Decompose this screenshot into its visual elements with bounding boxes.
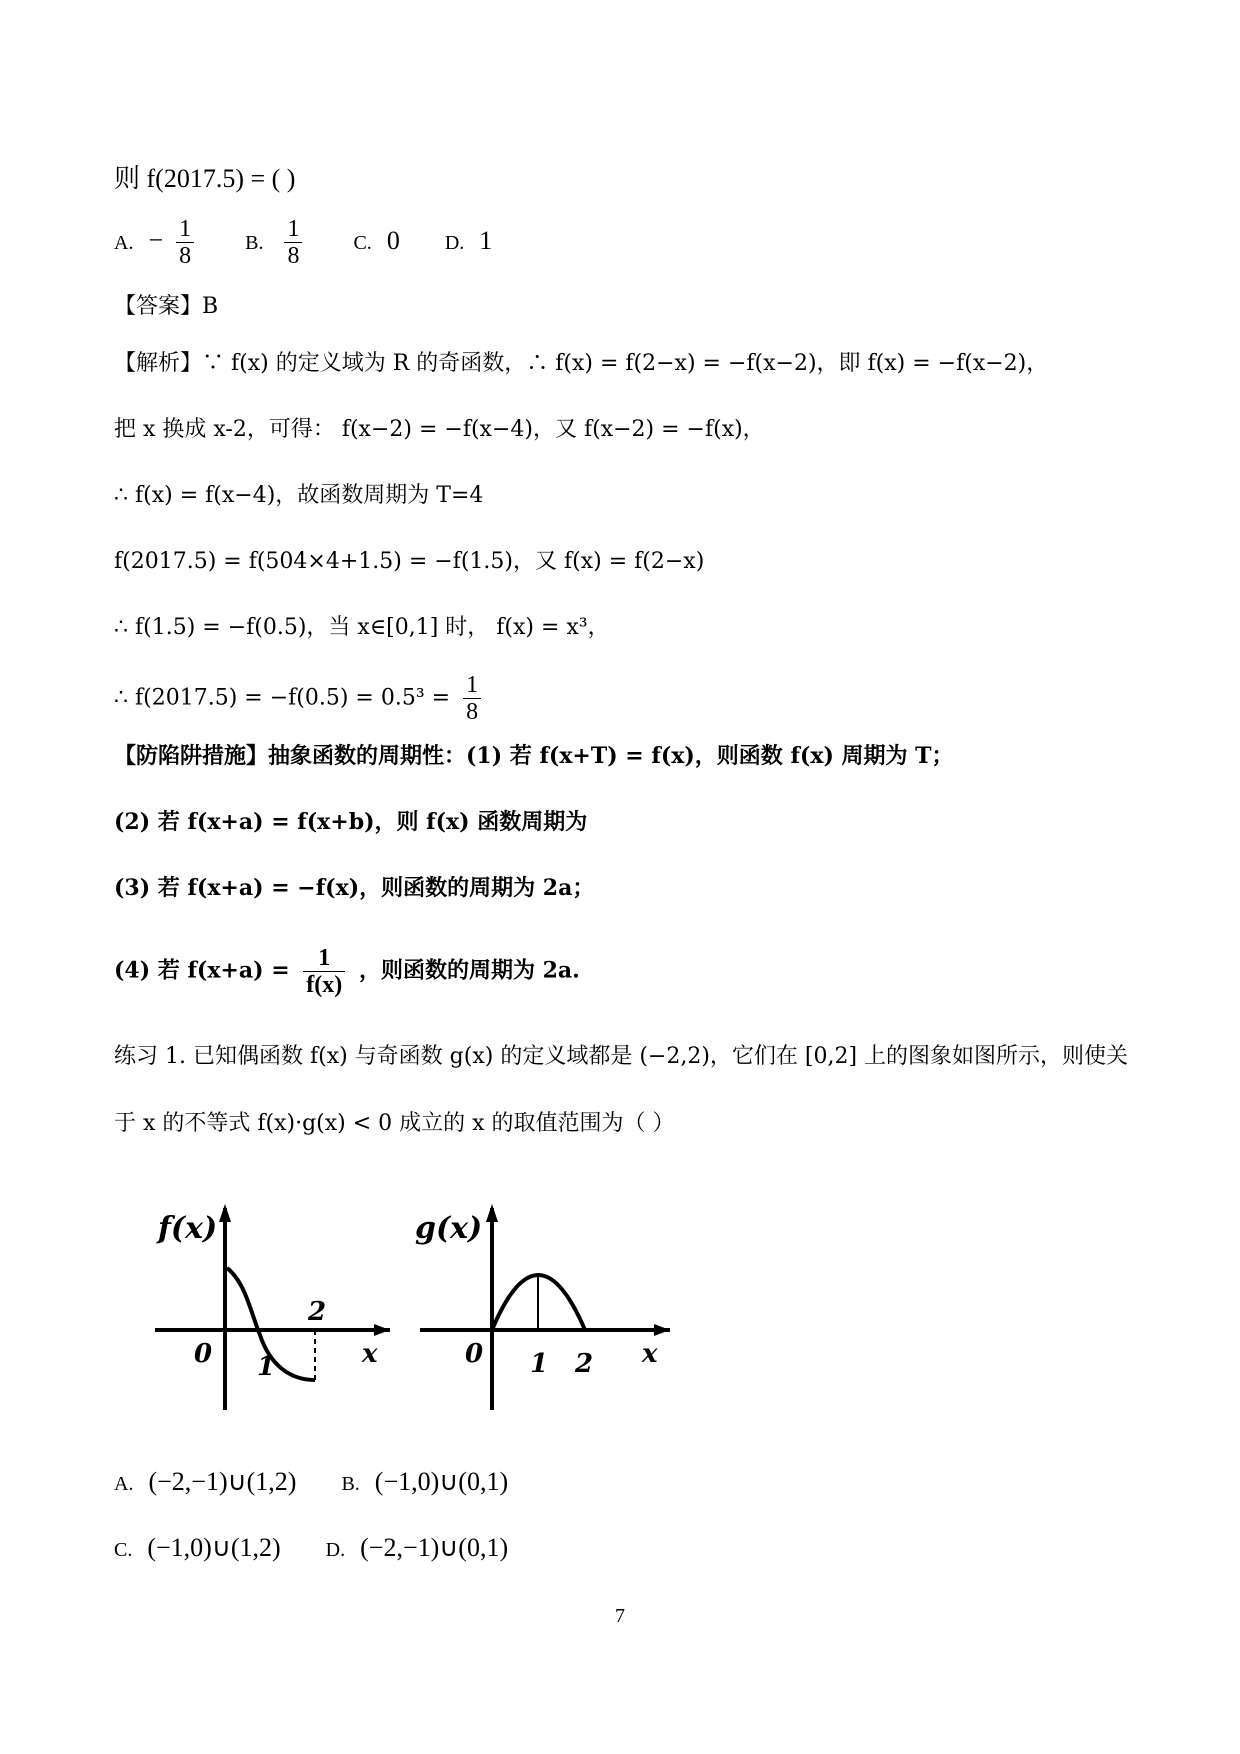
tip-line-4: (4) 若 f(x+a) = $\frac{1}{f(x)}$ ，则函数的周期为 2a.: [114, 945, 580, 998]
tip-line-1: 【防陷阱措施】抽象函数的周期性：(1) 若 f(x+T) = f(x)，则函数 f(x) 周期为 T；: [114, 743, 954, 769]
f-origin: 0: [194, 1339, 213, 1369]
analysis-line-1: 【解析】∵ f(x) 的定义域为 R 的奇函数，∴ f(x) = f(2−x) = −f(x−2)，即 f(x) = −f(x−2)，: [114, 351, 1049, 376]
g-tick-2: 2: [575, 1349, 594, 1379]
exercise-line-2: 于 x 的不等式 f(x)·g(x) < 0 成立的 x 的取值范围为（ ）: [114, 1111, 675, 1136]
y-arrow: [486, 1204, 498, 1222]
answer-choices-2-row-2: [114, 1531, 546, 1567]
analysis-line-5: ∴ f(1.5) = −f(0.5)，当 x∈[0,1] 时， f(x) = x³，: [114, 615, 610, 640]
analysis-line-4: f(2017.5) = f(504×4+1.5) = −f(1.5)，又 f(x) = f(2−x): [114, 549, 705, 574]
choice2-b[interactable]: B. (−1,0)∪(0,1): [341, 1467, 509, 1496]
choice-a-fraction: $\frac{1}{8}$: [176, 216, 194, 269]
graph-f: [150, 1200, 390, 1420]
choice-b[interactable]: B. $\frac{1}{8}$: [245, 216, 308, 269]
f-tick-2: 2: [308, 1297, 327, 1327]
analysis-line-6: ∴ f(2017.5) = −f(0.5) = 0.5³ = $\frac{1}{8}$: [114, 672, 487, 725]
result-fraction: $\frac{1}{8}$: [463, 672, 481, 725]
exercise-line-1: 练习 1. 已知偶函数 f(x) 与奇函数 g(x) 的定义域都是 (−2,2)，它们在 [0,2] 上的图象如图所示，则使关: [114, 1044, 1129, 1069]
g-origin: 0: [465, 1339, 484, 1369]
analysis-line-3: ∴ f(x) = f(x−4)，故函数周期为 T=4: [114, 483, 484, 508]
tip-line-3: (3) 若 f(x+a) = −f(x)，则函数的周期为 2a；: [114, 875, 595, 901]
g-ylabel: g(x): [415, 1211, 483, 1246]
x-arrow: [654, 1324, 670, 1336]
reciprocal-fraction: $\frac{1}{f(x)}$: [303, 945, 345, 998]
answer-choices-1: [114, 216, 530, 269]
choice2-c[interactable]: C. (−1,0)∪(1,2): [114, 1533, 281, 1562]
choice-b-fraction: $\frac{1}{8}$: [284, 216, 302, 269]
choice-d[interactable]: D. 1: [444, 225, 493, 255]
choice2-a[interactable]: A. (−2,−1)∪(1,2): [114, 1467, 297, 1496]
choice2-d[interactable]: D. (−2,−1)∪(0,1): [325, 1533, 509, 1562]
question-stem: 则 f(2017.5) = ( ): [114, 164, 296, 193]
answer-line: 【答案】B: [114, 294, 219, 319]
g-tick-1: 1: [530, 1349, 549, 1379]
f-tick-1: 1: [257, 1352, 276, 1382]
g-xlabel: x: [642, 1339, 658, 1369]
analysis-line-2: 把 x 换成 x-2，可得： f(x−2) = −f(x−4)，又 f(x−2) = −f(x)，: [114, 417, 765, 442]
f-xlabel: x: [362, 1339, 378, 1369]
answer-choices-2-row-1: [114, 1465, 546, 1501]
graph-g: [410, 1200, 670, 1420]
choice-c[interactable]: C. 0: [353, 225, 400, 255]
x-arrow: [374, 1324, 390, 1336]
page-number: 7: [615, 1605, 625, 1627]
f-ylabel: f(x): [158, 1211, 218, 1246]
y-arrow: [219, 1204, 231, 1222]
choice-a[interactable]: A. − $\frac{1}{8}$: [114, 216, 200, 269]
tip-line-2: (2) 若 f(x+a) = f(x+b)，则 f(x) 函数周期为: [114, 809, 588, 835]
